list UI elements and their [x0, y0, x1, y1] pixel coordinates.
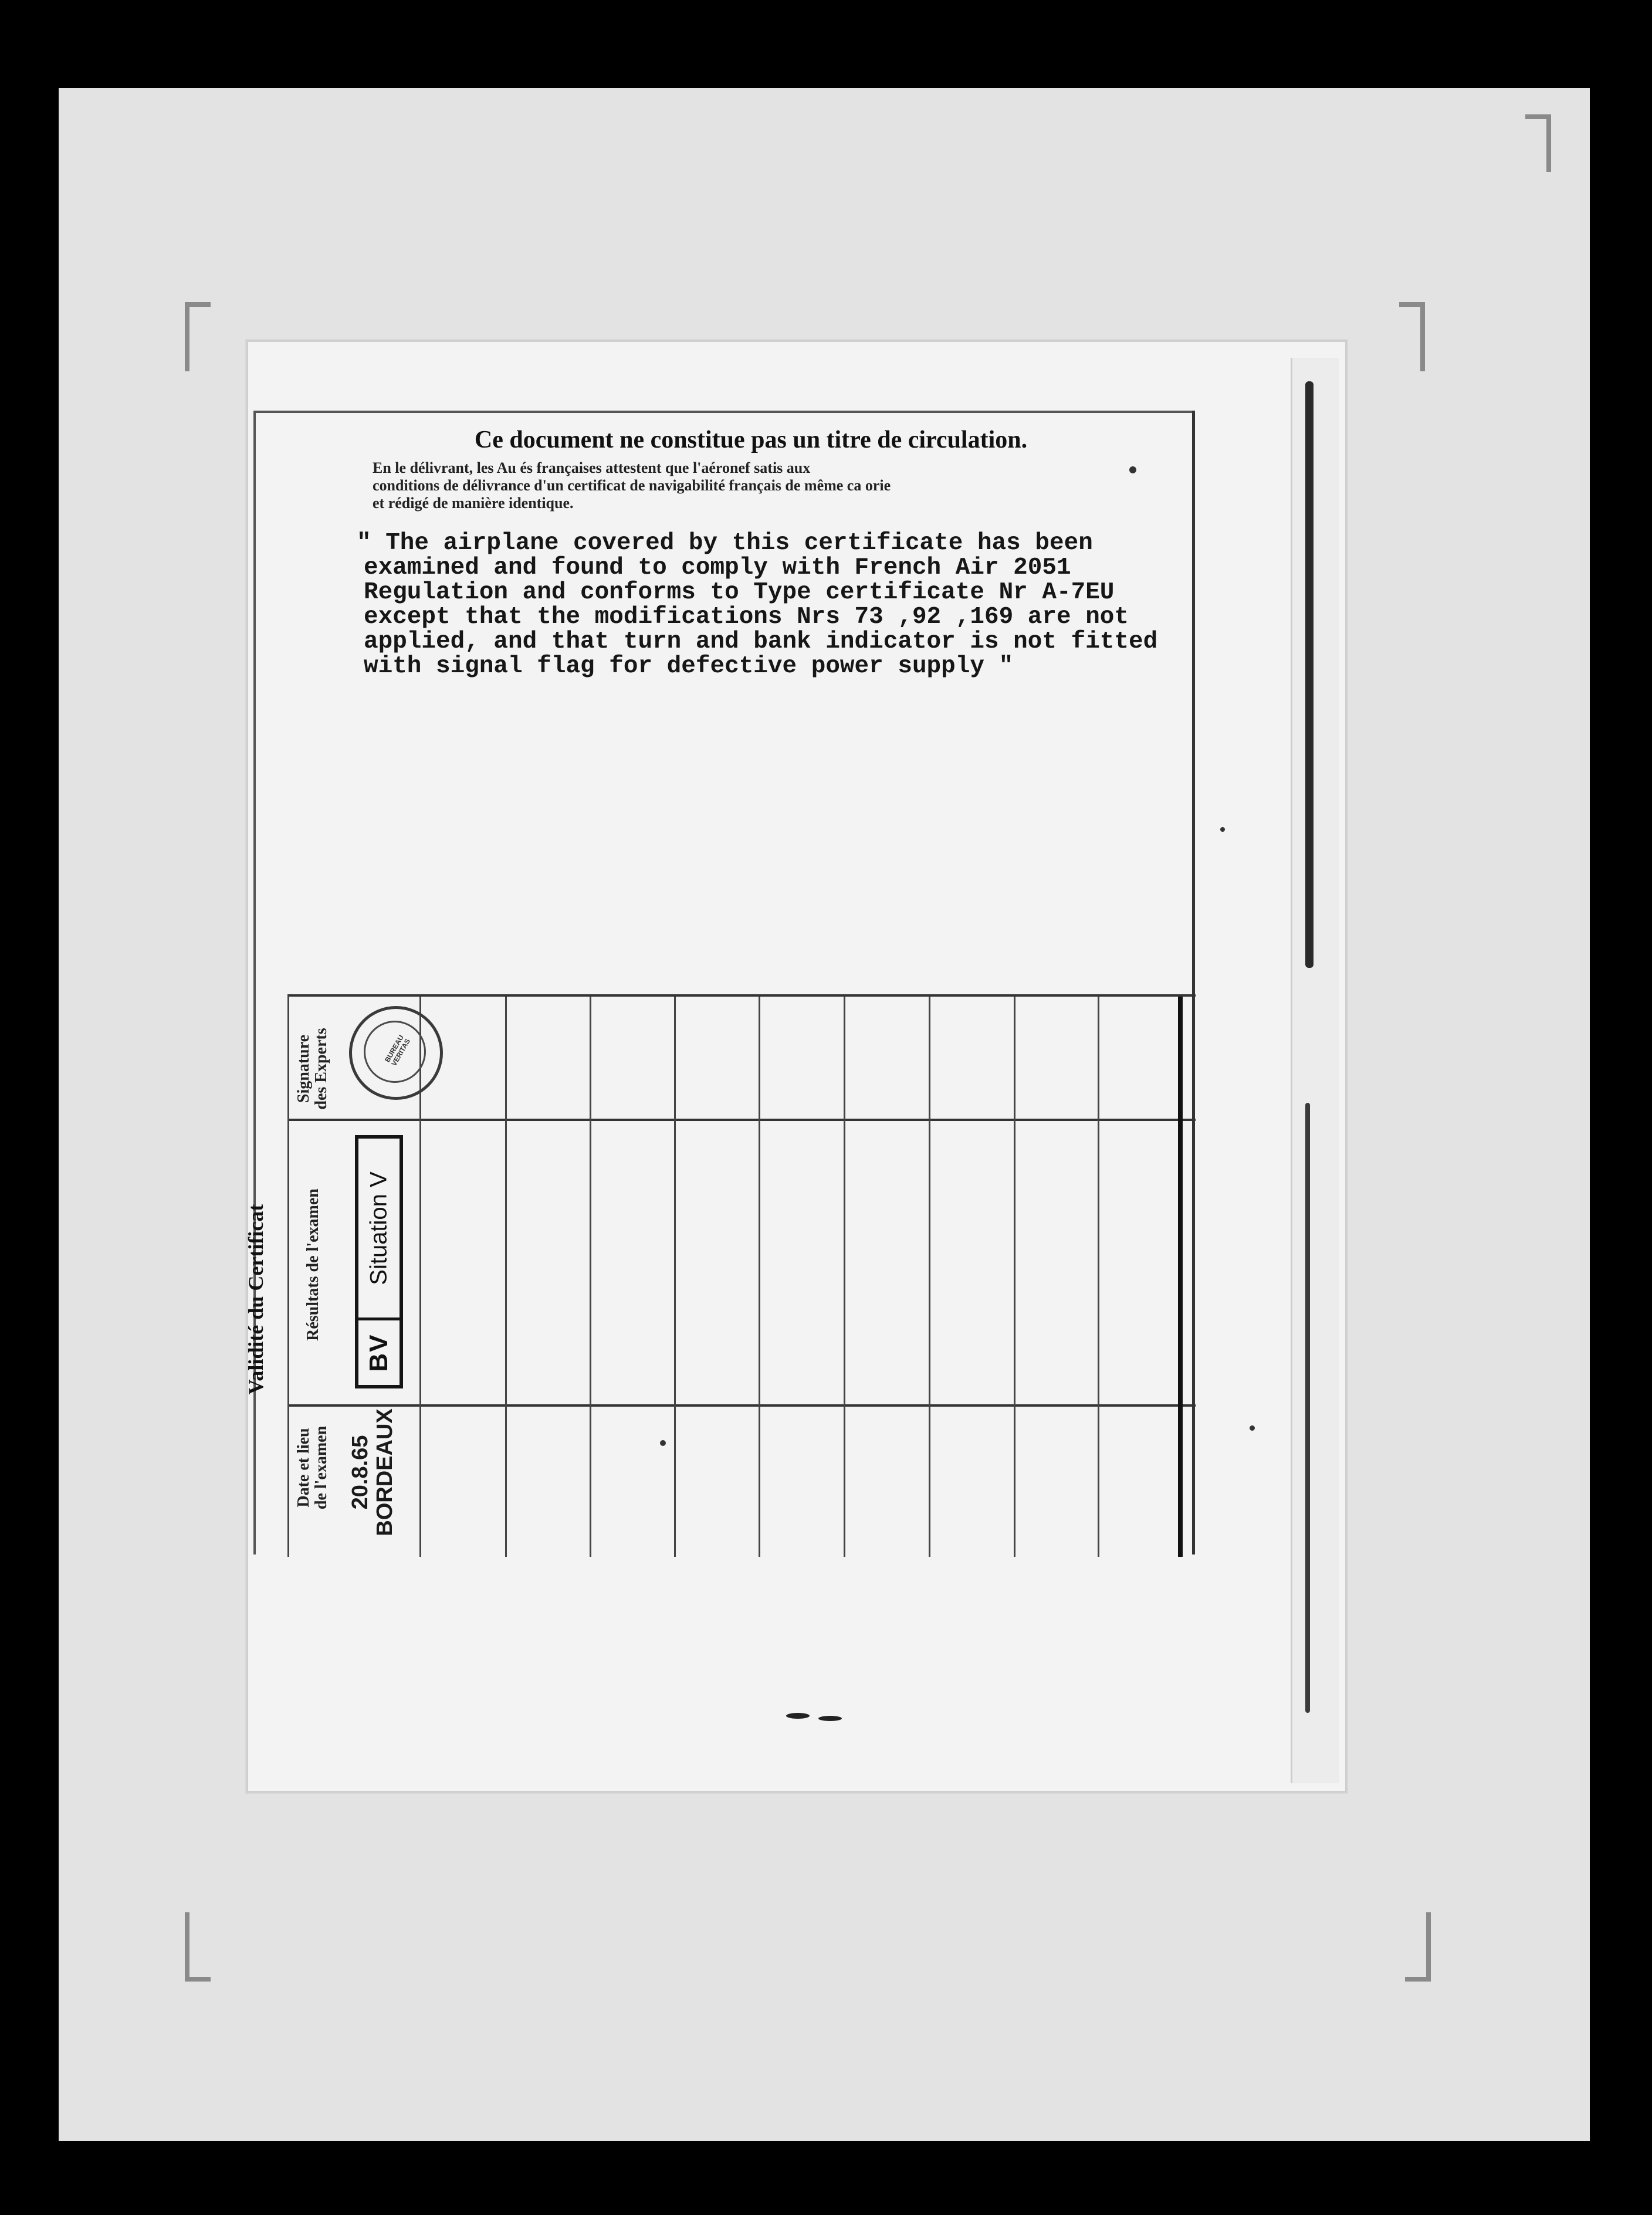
situation-cell — [358, 1139, 400, 1318]
ink-mark — [818, 1716, 842, 1721]
date-header-line: de l'examen — [312, 1425, 330, 1510]
exam-entry — [348, 1408, 397, 1537]
ink-mark — [786, 1713, 810, 1719]
column-divider-heavy — [1178, 997, 1183, 1557]
crop-mark-corner — [1525, 114, 1551, 172]
bv-situation-stamp — [355, 1135, 403, 1388]
crop-mark-bottom-right — [1405, 1912, 1431, 1982]
round-stamp-text: BUREAU VERITAS — [383, 1033, 412, 1068]
frame-top-rule — [253, 411, 1192, 413]
statement-line: " The airplane covered by this certificate has been — [357, 530, 1093, 557]
notice-line: conditions de délivrance d'un certificat de navigabilité français de même ca orie — [373, 477, 891, 494]
crop-mark-top-right — [1399, 302, 1425, 371]
notice-line: et rédigé de manière identique. — [373, 495, 574, 512]
column-divider — [929, 997, 930, 1557]
column-divider — [1014, 997, 1015, 1557]
crop-mark-bottom-left — [185, 1912, 211, 1982]
column-divider — [505, 997, 507, 1557]
notice-title: Ce document ne constitue pas un titre de circulation. — [474, 426, 1028, 453]
column-divider — [759, 997, 760, 1557]
statement-line: with signal flag for defective power supply " — [364, 653, 1014, 680]
situation-text: Situation V — [365, 1171, 392, 1285]
row-divider — [289, 1119, 1196, 1121]
signature-header — [295, 1022, 333, 1116]
crop-mark-top-left — [185, 302, 211, 371]
binding-edge — [1305, 381, 1314, 968]
statement-line: except that the modifications Nrs 73 ,92 ,169 are not — [364, 604, 1129, 631]
statement-line: examined and found to comply with French Air 2051 — [364, 554, 1071, 581]
validity-title: Validité du Certificat — [244, 1204, 268, 1395]
row-divider — [289, 1404, 1196, 1407]
bv-cell — [358, 1318, 400, 1385]
page-margin-strip — [1291, 358, 1339, 1783]
typed-statement — [357, 530, 1203, 680]
statement-line: applied, and that turn and bank indicator is not fitted — [364, 628, 1158, 655]
column-divider — [1098, 997, 1099, 1557]
results-header: Résultats de l'examen — [304, 1188, 322, 1341]
speck — [660, 1440, 666, 1446]
column-divider — [590, 997, 591, 1557]
binding-edge-lower — [1305, 1103, 1310, 1713]
speck — [1220, 827, 1225, 832]
date-header-line: Date et lieu — [294, 1428, 313, 1508]
notice-line: En le délivrant, les Au és françaises attestent que l'aéronef satis aux — [373, 459, 811, 476]
bv-text: BV — [364, 1333, 393, 1372]
signature-header-line: Signature — [294, 1034, 313, 1103]
signature-header-line: des Experts — [312, 1028, 330, 1110]
inspector-round-stamp — [349, 1006, 443, 1100]
column-divider — [844, 997, 845, 1557]
date-header — [295, 1403, 333, 1532]
statement-line: Regulation and conforms to Type certificate Nr A-7EU — [364, 579, 1115, 606]
column-divider — [674, 997, 676, 1557]
exam-date: 20.8.65 — [348, 1435, 373, 1510]
speck — [1129, 466, 1136, 473]
notice-body — [373, 459, 1088, 512]
speck — [1250, 1425, 1255, 1431]
exam-place: BORDEAUX — [373, 1408, 397, 1536]
